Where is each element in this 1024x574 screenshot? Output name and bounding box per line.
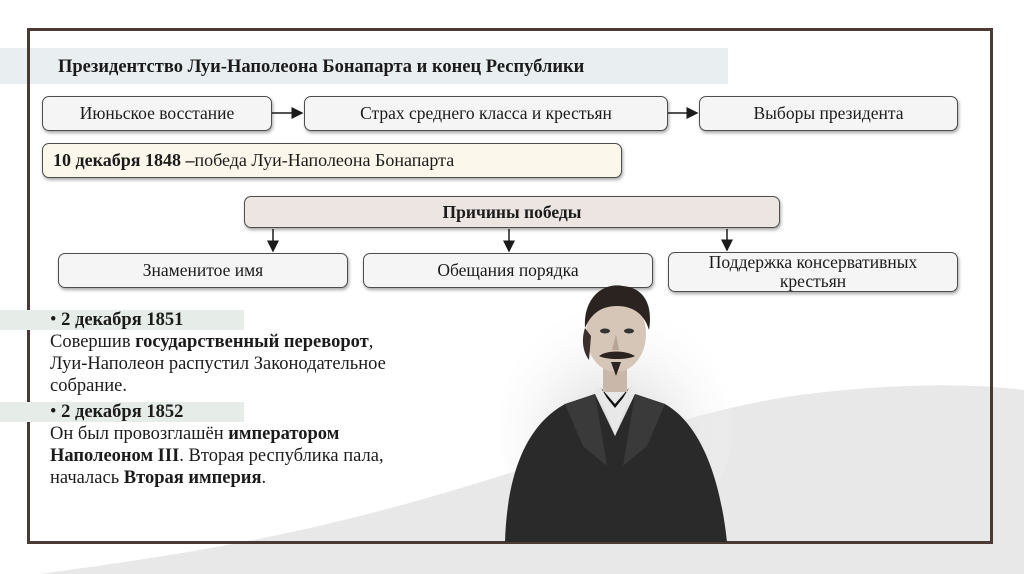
reasons-header <box>244 196 780 228</box>
portrait-icon <box>495 276 735 542</box>
victory-date: 10 декабря 1848 – <box>53 150 195 170</box>
slide-title: Президентство Луи-Наполеона Бонапарта и конец Республики <box>58 57 585 77</box>
event-1852-line3: началась Вторая империя. <box>50 468 267 488</box>
flow-box-fear <box>304 96 668 131</box>
flow-box-june-uprising <box>42 96 272 131</box>
flow-box-label: Страх среднего класса и крестьян <box>360 103 612 123</box>
event-1852-line2: Наполеоном III. Вторая республика пала, <box>50 446 384 466</box>
reason-label: Поддержка консервативных крестьян <box>708 252 918 291</box>
victory-text: победа Луи-Наполеона Бонапарта <box>194 150 455 170</box>
event-1851-heading: • 2 декабря 1851 <box>50 310 184 330</box>
flow-box-elections <box>699 96 958 131</box>
reason-label: Знаменитое имя <box>142 260 264 280</box>
event-1852-heading: • 2 декабря 1852 <box>50 402 184 422</box>
event-1852 <box>50 401 384 489</box>
flow-box-label: Выборы президента <box>753 103 904 123</box>
event-1852-date: 2 декабря 1852 <box>61 402 184 422</box>
reason-label: Обещания порядка <box>437 260 579 280</box>
event-1851-line1: Совершив государственный переворот, <box>50 332 374 352</box>
event-1851-line3: собрание. <box>50 376 127 396</box>
event-1851-line2: Луи-Наполеон распустил Законодательное <box>50 354 386 374</box>
event-1852-line1: Он был провозглашён императором <box>50 424 340 444</box>
event-1851 <box>50 309 386 397</box>
event-1851-date: 2 декабря 1851 <box>61 310 184 330</box>
flow-box-label: Июньское восстание <box>79 103 235 123</box>
reason-box-famous-name <box>58 253 348 288</box>
victory-date-box <box>42 143 622 178</box>
reasons-header-label: Причины победы <box>442 201 582 222</box>
